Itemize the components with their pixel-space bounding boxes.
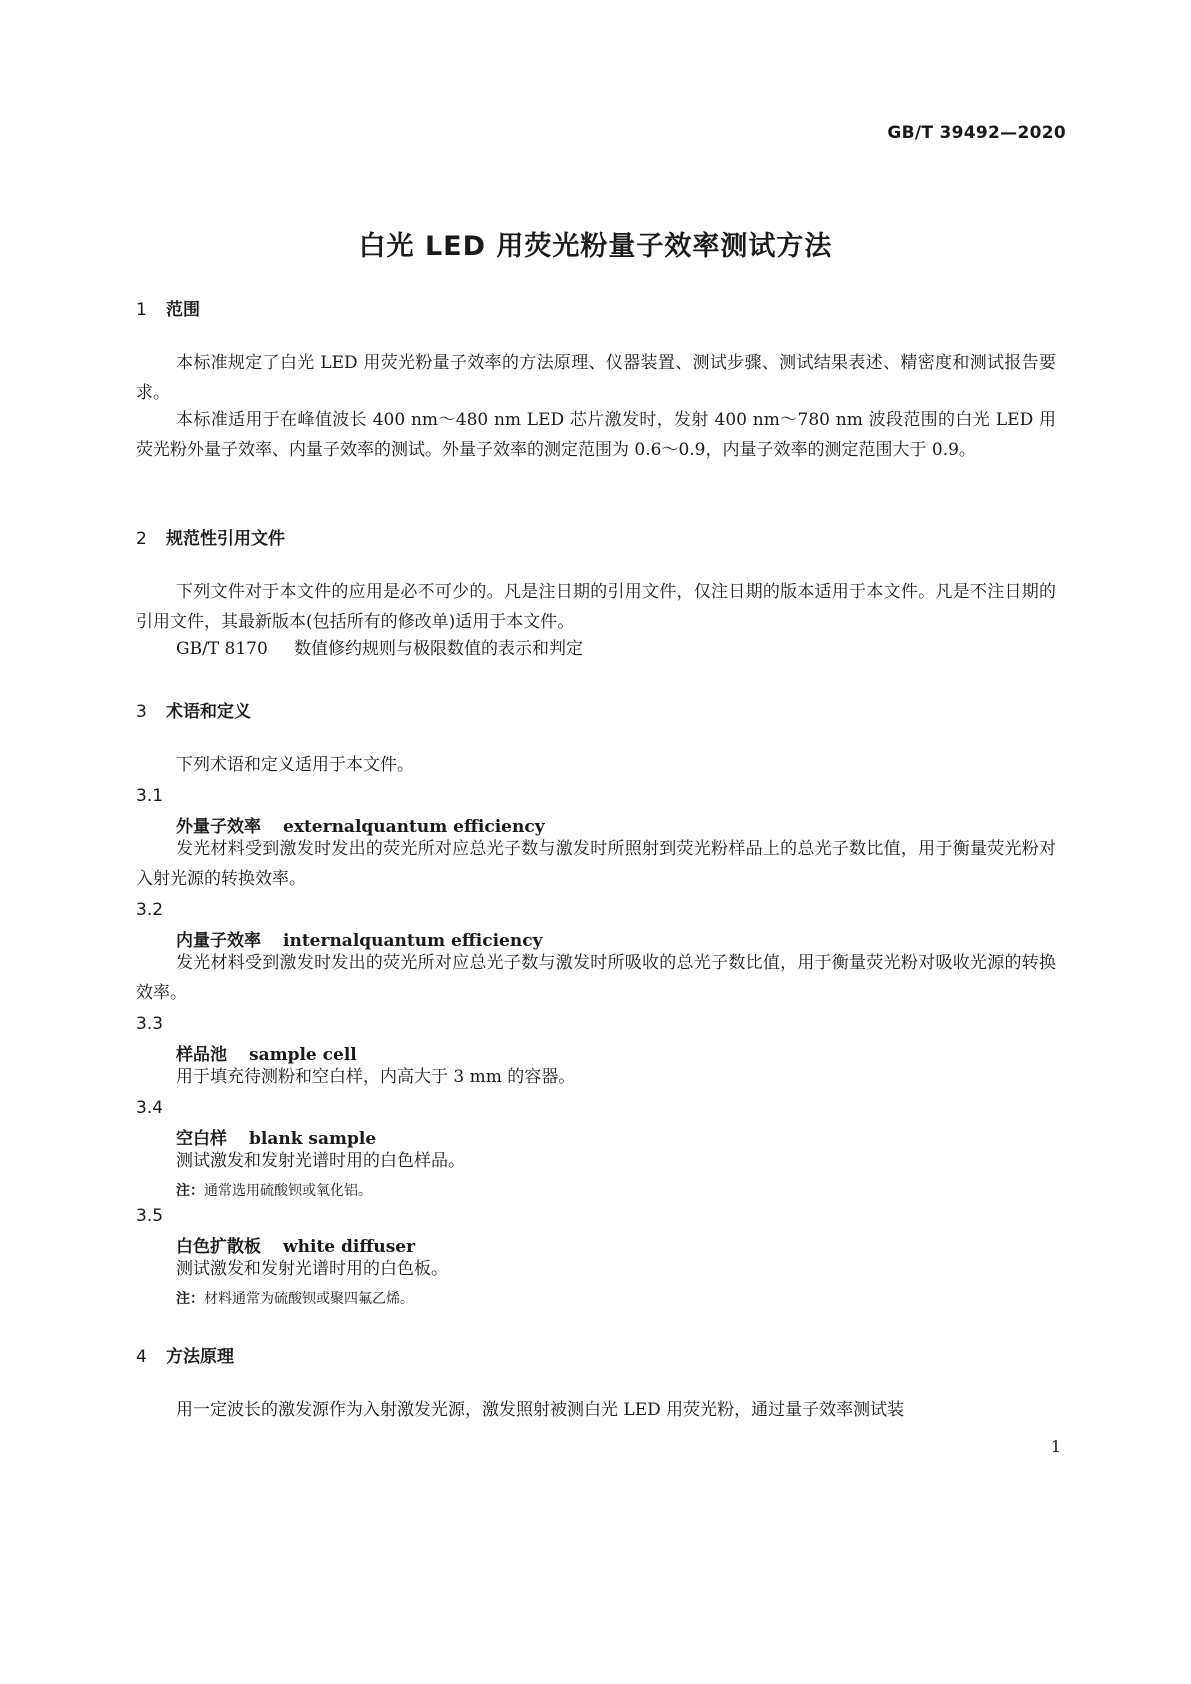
term-english: blank sample [249, 1129, 377, 1149]
section-4-heading [136, 1342, 234, 1367]
term-english: sample cell [249, 1045, 357, 1065]
section-title: 范围 [166, 300, 200, 320]
section-title: 术语和定义 [166, 702, 251, 722]
standard-code: GB/T 39492—2020 [887, 123, 1066, 143]
term-english: externalquantum efficiency [283, 817, 545, 837]
document-title: 白光 LED 用荧光粉量子效率测试方法 [358, 231, 833, 262]
term-chinese: 外量子效率 [176, 817, 261, 837]
section-4-paragraph-1: 用一定波长的激发源作为入射激发光源，激发照射被测白光 LED 用荧光粉，通过量子效率测试装 [176, 1400, 905, 1420]
term-definition: 用于填充待测粉和空白样，内高大于 3 mm 的容器。 [176, 1067, 576, 1087]
section-3-heading [136, 697, 251, 722]
section-2-heading [136, 524, 285, 549]
term-number: 3.4 [136, 1098, 164, 1118]
term-number: 3.5 [136, 1206, 164, 1226]
section-1-heading [136, 295, 200, 320]
term-note [176, 1288, 414, 1308]
note-text: 通常选用硫酸钡或氧化铝。 [204, 1183, 372, 1199]
term-chinese: 空白样 [176, 1129, 227, 1149]
term-english: white diffuser [283, 1237, 416, 1257]
normative-reference [176, 634, 583, 664]
reference-code: GB/T 8170 [176, 639, 268, 659]
section-number: 3 [136, 702, 147, 722]
section-number: 1 [136, 300, 147, 320]
term-chinese: 内量子效率 [176, 931, 261, 951]
section-2-paragraph-1: 下列文件对于本文件的应用是必不可少的。凡是注日期的引用文件，仅注日期的版本适用于本文件。凡是不注日期的引用文件，其最新版本(包括所有的修改单)适用于本文件。 [136, 582, 1056, 632]
term-english: internalquantum efficiency [283, 931, 543, 951]
section-1-paragraph-2: 本标准适用于在峰值波长 400 nm～480 nm LED 芯片激发时，发射 400 nm～780 nm 波段范围的白光 LED 用荧光粉外量子效率、内量子效率的测试。外量子效率的测定范围为 0.6～0.9，内量子效率的测定范围大于 0.9。 [136, 410, 1056, 460]
term-definition: 测试激发和发射光谱时用的白色样品。 [176, 1151, 465, 1171]
term-chinese: 样品池 [176, 1045, 227, 1065]
section-number: 4 [136, 1347, 147, 1367]
term-number: 3.1 [136, 786, 164, 806]
term-definition: 发光材料受到激发时发出的荧光所对应总光子数与激发时所照射到荧光粉样品上的总光子数比值，用于衡量荧光粉对入射光源的转换效率。 [136, 839, 1056, 889]
note-label: 注： [176, 1291, 204, 1307]
term-number: 3.2 [136, 900, 164, 920]
section-title: 方法原理 [166, 1347, 234, 1367]
section-1-paragraph-1: 本标准规定了白光 LED 用荧光粉量子效率的方法原理、仪器装置、测试步骤、测试结果表述、精密度和测试报告要求。 [136, 353, 1056, 403]
note-text: 材料通常为硫酸钡或聚四氟乙烯。 [204, 1291, 414, 1307]
note-label: 注： [176, 1183, 204, 1199]
section-number: 2 [136, 529, 147, 549]
term-chinese: 白色扩散板 [176, 1237, 261, 1257]
section-3-intro: 下列术语和定义适用于本文件。 [176, 755, 414, 775]
term-definition: 测试激发和发射光谱时用的白色板。 [176, 1259, 448, 1279]
term-definition: 发光材料受到激发时发出的荧光所对应总光子数与激发时所吸收的总光子数比值，用于衡量荧光粉对吸收光源的转换效率。 [136, 953, 1056, 1003]
section-title: 规范性引用文件 [166, 529, 285, 549]
reference-title: 数值修约规则与极限数值的表示和判定 [294, 639, 583, 659]
term-number: 3.3 [136, 1014, 164, 1034]
term-note [176, 1180, 372, 1200]
page-number: 1 [1050, 1437, 1061, 1456]
